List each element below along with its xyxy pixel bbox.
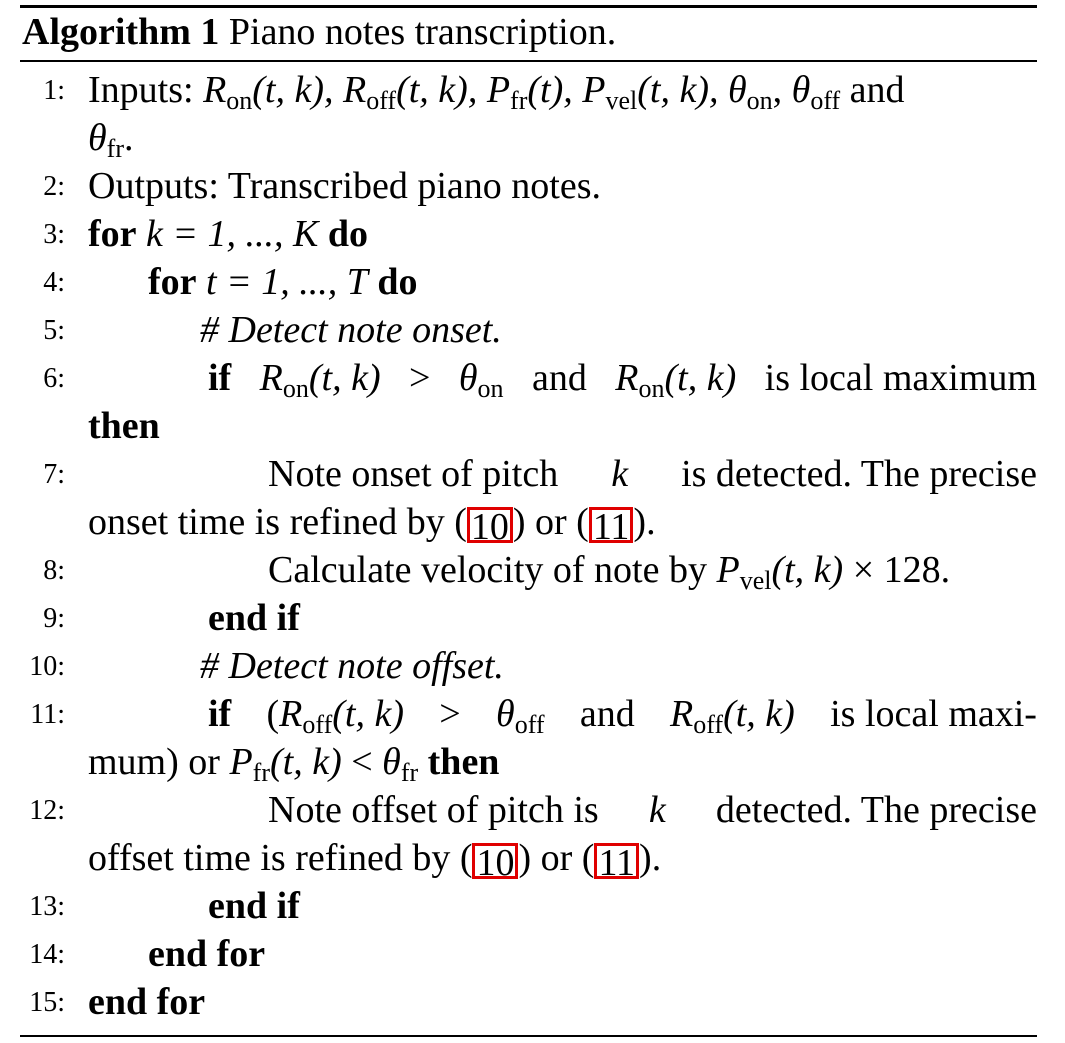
math-args: (t, k) bbox=[269, 741, 342, 783]
keyword-do: do bbox=[377, 261, 418, 303]
math-sub: fr bbox=[510, 86, 528, 115]
comment: # Detect note onset. bbox=[200, 309, 502, 351]
line-tail: is local maximum bbox=[764, 357, 1037, 399]
math-sub: on bbox=[746, 86, 773, 115]
algo-line-11-cont bbox=[88, 738, 499, 786]
keyword-then: then bbox=[427, 741, 500, 783]
equation-ref-link[interactable]: 10 bbox=[467, 507, 513, 543]
math-sub: off bbox=[366, 86, 397, 115]
text-segment: detected. The precise bbox=[715, 789, 1037, 831]
text-segment: mum) or bbox=[88, 741, 220, 783]
keyword-end-if: end if bbox=[208, 597, 300, 639]
or-word: or bbox=[540, 837, 573, 879]
math-theta: θ bbox=[88, 117, 107, 159]
line-number: 10: bbox=[29, 651, 65, 682]
line-number: 7: bbox=[43, 459, 65, 490]
line-text bbox=[268, 546, 950, 594]
line-text bbox=[268, 786, 1037, 834]
math-sub: on bbox=[477, 374, 504, 403]
keyword-end-for: end for bbox=[148, 933, 266, 975]
math-args: (t, k) bbox=[723, 693, 795, 735]
keyword-if: if bbox=[208, 693, 232, 735]
math-sub: fr bbox=[400, 758, 419, 787]
line-text bbox=[88, 210, 368, 258]
math-k: k bbox=[611, 453, 629, 495]
text-segment: is detected. The precise bbox=[681, 453, 1037, 495]
bottom-rule bbox=[20, 1035, 1037, 1037]
math-sub: vel bbox=[605, 86, 638, 115]
math-p: P bbox=[582, 69, 606, 111]
math-args: (t), bbox=[527, 69, 573, 111]
algo-line-12-cont: offset time is refined by ( 10 ) or ( 11 ). bbox=[88, 837, 662, 884]
algo-line-7-cont: onset time is refined by ( 10 ) or ( 11 ). bbox=[88, 501, 656, 548]
algo-line-12 bbox=[20, 786, 1037, 834]
equation-ref-link[interactable]: 11 bbox=[589, 507, 634, 543]
math-theta: θ bbox=[382, 741, 401, 783]
keyword-if: if bbox=[208, 357, 232, 399]
algo-line-3 bbox=[20, 210, 1037, 258]
math-args: (t, k) bbox=[332, 693, 404, 735]
algo-line-2 bbox=[20, 162, 1037, 210]
math-r: R bbox=[615, 357, 639, 399]
loop-expr: k = 1, ..., K bbox=[146, 213, 319, 255]
line-text bbox=[268, 450, 1037, 498]
keyword-end-if: end if bbox=[208, 885, 300, 927]
math-args: (t, k) bbox=[771, 549, 844, 591]
line-number: 12: bbox=[29, 795, 65, 826]
keyword-for: for bbox=[88, 213, 137, 255]
or-word: or bbox=[535, 501, 567, 543]
algorithm-caption bbox=[22, 8, 616, 56]
algo-line-14 bbox=[20, 930, 1037, 978]
paren: ( bbox=[266, 693, 280, 735]
algo-line-6 bbox=[20, 354, 1037, 402]
line-number: 6: bbox=[43, 363, 65, 394]
line-number: 1: bbox=[43, 75, 65, 106]
math-r: R bbox=[343, 69, 367, 111]
math-sub: off bbox=[810, 86, 841, 115]
algo-line-1-cont bbox=[88, 114, 134, 162]
algo-line-7 bbox=[20, 450, 1037, 498]
line-number: 3: bbox=[43, 219, 65, 250]
line-text: Outputs: Transcribed piano notes. bbox=[88, 165, 601, 207]
math-r: R bbox=[203, 69, 227, 111]
and-word: and bbox=[531, 357, 587, 399]
math-args: (t, k), bbox=[637, 69, 719, 111]
text-segment: Note offset of pitch is bbox=[268, 789, 599, 831]
caption-title: Piano notes transcription. bbox=[228, 11, 617, 53]
algo-line-4 bbox=[20, 258, 1037, 306]
math-sub: on bbox=[282, 374, 309, 403]
math-theta: θ bbox=[791, 69, 811, 111]
operator-gt: > bbox=[409, 357, 431, 399]
algo-line-1 bbox=[20, 66, 1037, 114]
text-segment: onset time is refined by bbox=[88, 501, 445, 543]
and-word: and bbox=[849, 69, 905, 111]
line-number: 4: bbox=[43, 267, 65, 298]
math-r: R bbox=[279, 693, 303, 735]
math-sub: fr bbox=[106, 134, 124, 163]
math-k: k bbox=[648, 789, 666, 831]
line-text bbox=[208, 690, 1037, 738]
text-segment: Note onset of pitch bbox=[268, 453, 559, 495]
math-args: (t, k), bbox=[396, 69, 478, 111]
keyword-then: then bbox=[88, 405, 160, 447]
math-args: (t, k), bbox=[252, 69, 334, 111]
caption-rule bbox=[20, 60, 1037, 62]
algo-line-15 bbox=[20, 978, 1037, 1026]
math-times: × 128. bbox=[852, 549, 951, 591]
line-text bbox=[148, 258, 418, 306]
text-segment: offset time is refined by bbox=[88, 837, 451, 879]
algo-line-13 bbox=[20, 882, 1037, 930]
line-number: 8: bbox=[43, 555, 65, 586]
math-r: R bbox=[259, 357, 283, 399]
comment: # Detect note offset. bbox=[200, 645, 504, 687]
line-number: 5: bbox=[43, 315, 65, 346]
math-p: P bbox=[486, 69, 511, 111]
line-number: 15: bbox=[29, 987, 65, 1018]
math-sub: off bbox=[693, 710, 724, 739]
caption-label: Algorithm 1 bbox=[22, 11, 220, 53]
keyword-end-for: end for bbox=[88, 981, 206, 1023]
keyword-for: for bbox=[148, 261, 197, 303]
text-segment: Calculate velocity of note by bbox=[268, 549, 707, 591]
math-sub: on bbox=[638, 374, 665, 403]
math-args: (t, k) bbox=[308, 357, 381, 399]
math-p: P bbox=[716, 549, 740, 591]
line-text bbox=[208, 354, 1037, 402]
keyword-do: do bbox=[327, 213, 369, 255]
line-number: 11: bbox=[30, 699, 65, 730]
math-sub: off bbox=[514, 710, 545, 739]
line-tail: is local maxi- bbox=[830, 693, 1037, 735]
equation-ref-link[interactable]: 11 bbox=[594, 843, 639, 879]
math-sub: off bbox=[302, 710, 333, 739]
period: . bbox=[124, 117, 134, 159]
algo-line-10 bbox=[20, 642, 1037, 690]
math-p: P bbox=[229, 741, 253, 783]
algo-line-5 bbox=[20, 306, 1037, 354]
math-args: (t, k) bbox=[664, 357, 737, 399]
math-sub: vel bbox=[739, 566, 772, 595]
line-number: 2: bbox=[43, 171, 65, 202]
operator-gt: > bbox=[439, 693, 461, 735]
line-number: 14: bbox=[29, 939, 65, 970]
algo-line-9 bbox=[20, 594, 1037, 642]
equation-ref-link[interactable]: 10 bbox=[472, 843, 518, 879]
math-theta: θ bbox=[496, 693, 515, 735]
inputs-label: Inputs: bbox=[88, 69, 194, 111]
algo-line-8 bbox=[20, 546, 1037, 594]
algo-line-11 bbox=[20, 690, 1037, 738]
and-word: and bbox=[579, 693, 635, 735]
math-sub: on bbox=[226, 86, 253, 115]
line-text: Inputs: $R_{on}(t$, k), $R_{off}(t$, k), $P_{fr}(t)$, $P_{vel}(t$, k), $\theta_{on}$, $\theta_{off}$ and bbox=[88, 69, 905, 115]
math-r: R bbox=[670, 693, 694, 735]
math-sub: fr bbox=[252, 758, 270, 787]
line-number: 13: bbox=[29, 891, 65, 922]
math-theta: θ bbox=[458, 357, 478, 399]
math-theta: θ bbox=[727, 69, 747, 111]
operator-lt: < bbox=[351, 741, 373, 783]
loop-expr: t = 1, ..., T bbox=[206, 261, 368, 303]
line-number: 9: bbox=[43, 603, 65, 634]
